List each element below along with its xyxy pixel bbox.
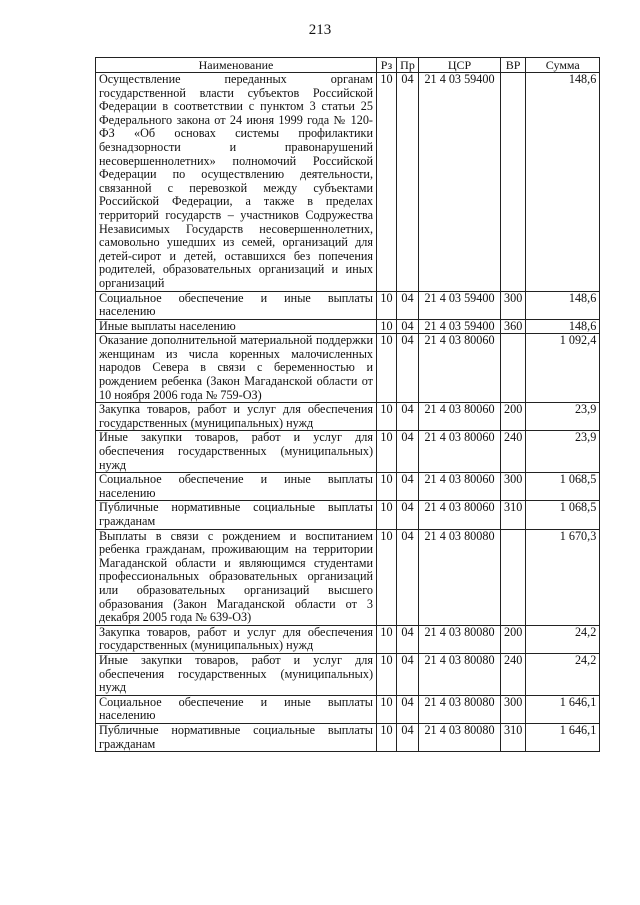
row-csr: 21 4 03 59400 <box>419 319 501 334</box>
row-sum: 1 646,1 <box>526 723 600 751</box>
row-name: Закупка товаров, работ и услуг для обеспечения государственных (муниципальных) нужд <box>96 403 377 431</box>
row-rz: 10 <box>377 319 397 334</box>
table-row <box>96 501 600 529</box>
row-csr: 21 4 03 59400 <box>419 73 501 292</box>
row-csr: 21 4 03 80080 <box>419 625 501 653</box>
row-rz: 10 <box>377 653 397 695</box>
row-pr: 04 <box>397 403 419 431</box>
table-row <box>96 529 600 625</box>
row-pr: 04 <box>397 319 419 334</box>
row-sum: 23,9 <box>526 403 600 431</box>
row-csr: 21 4 03 80060 <box>419 403 501 431</box>
row-csr: 21 4 03 80080 <box>419 723 501 751</box>
row-rz: 10 <box>377 529 397 625</box>
row-sum: 24,2 <box>526 653 600 695</box>
row-name: Иные выплаты населению <box>96 319 377 334</box>
row-rz: 10 <box>377 291 397 319</box>
row-sum: 23,9 <box>526 431 600 473</box>
table-row <box>96 403 600 431</box>
table-row <box>96 431 600 473</box>
row-name: Выплаты в связи с рождением и воспитанием ребенка гражданам, проживающим на территории Магаданской области и являющимся студентами профессиональных образовательных организаций или образовательных организаций высшего образования (Закон Магаданской области от 3 декабря 2005 года № 639-ОЗ) <box>96 529 377 625</box>
row-sum: 1 068,5 <box>526 501 600 529</box>
row-vr: 310 <box>501 501 526 529</box>
row-pr: 04 <box>397 625 419 653</box>
row-pr: 04 <box>397 431 419 473</box>
row-pr: 04 <box>397 73 419 292</box>
row-rz: 10 <box>377 625 397 653</box>
table-row <box>96 473 600 501</box>
row-sum: 1 068,5 <box>526 473 600 501</box>
row-vr: 310 <box>501 723 526 751</box>
row-vr: 300 <box>501 695 526 723</box>
row-sum: 1 092,4 <box>526 334 600 403</box>
row-rz: 10 <box>377 501 397 529</box>
row-rz: 10 <box>377 473 397 501</box>
table-row <box>96 334 600 403</box>
row-vr: 240 <box>501 653 526 695</box>
row-csr: 21 4 03 80060 <box>419 473 501 501</box>
row-rz: 10 <box>377 431 397 473</box>
table-row <box>96 73 600 292</box>
row-pr: 04 <box>397 501 419 529</box>
row-sum: 148,6 <box>526 319 600 334</box>
row-sum: 24,2 <box>526 625 600 653</box>
row-vr: 360 <box>501 319 526 334</box>
row-rz: 10 <box>377 73 397 292</box>
row-name: Иные закупки товаров, работ и услуг для обеспечения государственных (муниципальных) нужд <box>96 653 377 695</box>
table-row <box>96 291 600 319</box>
header-csr: ЦСР <box>419 58 501 73</box>
header-pr: Пр <box>397 58 419 73</box>
row-pr: 04 <box>397 723 419 751</box>
row-sum: 148,6 <box>526 291 600 319</box>
row-sum: 1 646,1 <box>526 695 600 723</box>
row-vr: 240 <box>501 431 526 473</box>
row-csr: 21 4 03 59400 <box>419 291 501 319</box>
row-name: Социальное обеспечение и иные выплаты населению <box>96 291 377 319</box>
row-sum: 1 670,3 <box>526 529 600 625</box>
row-rz: 10 <box>377 403 397 431</box>
row-name: Иные закупки товаров, работ и услуг для обеспечения государственных (муниципальных) нужд <box>96 431 377 473</box>
row-pr: 04 <box>397 334 419 403</box>
row-rz: 10 <box>377 334 397 403</box>
row-csr: 21 4 03 80080 <box>419 695 501 723</box>
row-name: Публичные нормативные социальные выплаты гражданам <box>96 723 377 751</box>
row-rz: 10 <box>377 695 397 723</box>
row-csr: 21 4 03 80080 <box>419 529 501 625</box>
row-csr: 21 4 03 80060 <box>419 334 501 403</box>
row-vr <box>501 334 526 403</box>
table-row <box>96 723 600 751</box>
table-row <box>96 625 600 653</box>
row-name: Социальное обеспечение и иные выплаты населению <box>96 695 377 723</box>
table-row <box>96 695 600 723</box>
row-name: Социальное обеспечение и иные выплаты населению <box>96 473 377 501</box>
row-csr: 21 4 03 80060 <box>419 501 501 529</box>
row-sum: 148,6 <box>526 73 600 292</box>
row-pr: 04 <box>397 473 419 501</box>
header-sum: Сумма <box>526 58 600 73</box>
row-pr: 04 <box>397 695 419 723</box>
row-pr: 04 <box>397 653 419 695</box>
header-vr: ВР <box>501 58 526 73</box>
row-name: Осуществление переданных органам государственной власти субъектов Российской Федерации в соответствии с пунктом 3 статьи 25 Федерального закона от 24 июня 1999 года № 120-ФЗ «Об основах системы профилактики безнадзорности и правонарушений несовершеннолетних» полномочий Российской Федерации по осуществлению деятельности, связанной с перевозкой между субъектами Российской Федерации, а также в пределах территорий государств – участников Содружества Независимых Государств несовершеннолетних, самовольно ушедших из семей, организаций для детей-сирот и детей, оставшихся без попечения родителей, образовательных организаций и иных организаций <box>96 73 377 292</box>
row-pr: 04 <box>397 529 419 625</box>
row-name: Закупка товаров, работ и услуг для обеспечения государственных (муниципальных) нужд <box>96 625 377 653</box>
page-number: 213 <box>308 22 332 38</box>
header-rz: Рз <box>377 58 397 73</box>
row-csr: 21 4 03 80060 <box>419 431 501 473</box>
row-rz: 10 <box>377 723 397 751</box>
row-pr: 04 <box>397 291 419 319</box>
row-vr <box>501 529 526 625</box>
table-header-row <box>96 58 600 73</box>
row-vr: 300 <box>501 291 526 319</box>
row-vr: 200 <box>501 625 526 653</box>
row-name: Оказание дополнительной материальной поддержки женщинам из числа коренных малочисленных народов Севера в связи с беременностью и рождением ребенка (Закон Магаданской области от 10 ноября 2006 года № 759-ОЗ) <box>96 334 377 403</box>
header-name: Наименование <box>96 58 377 73</box>
row-vr <box>501 73 526 292</box>
table-row <box>96 319 600 334</box>
budget-table <box>95 57 600 752</box>
row-vr: 300 <box>501 473 526 501</box>
row-vr: 200 <box>501 403 526 431</box>
table-row <box>96 653 600 695</box>
row-csr: 21 4 03 80080 <box>419 653 501 695</box>
row-name: Публичные нормативные социальные выплаты гражданам <box>96 501 377 529</box>
